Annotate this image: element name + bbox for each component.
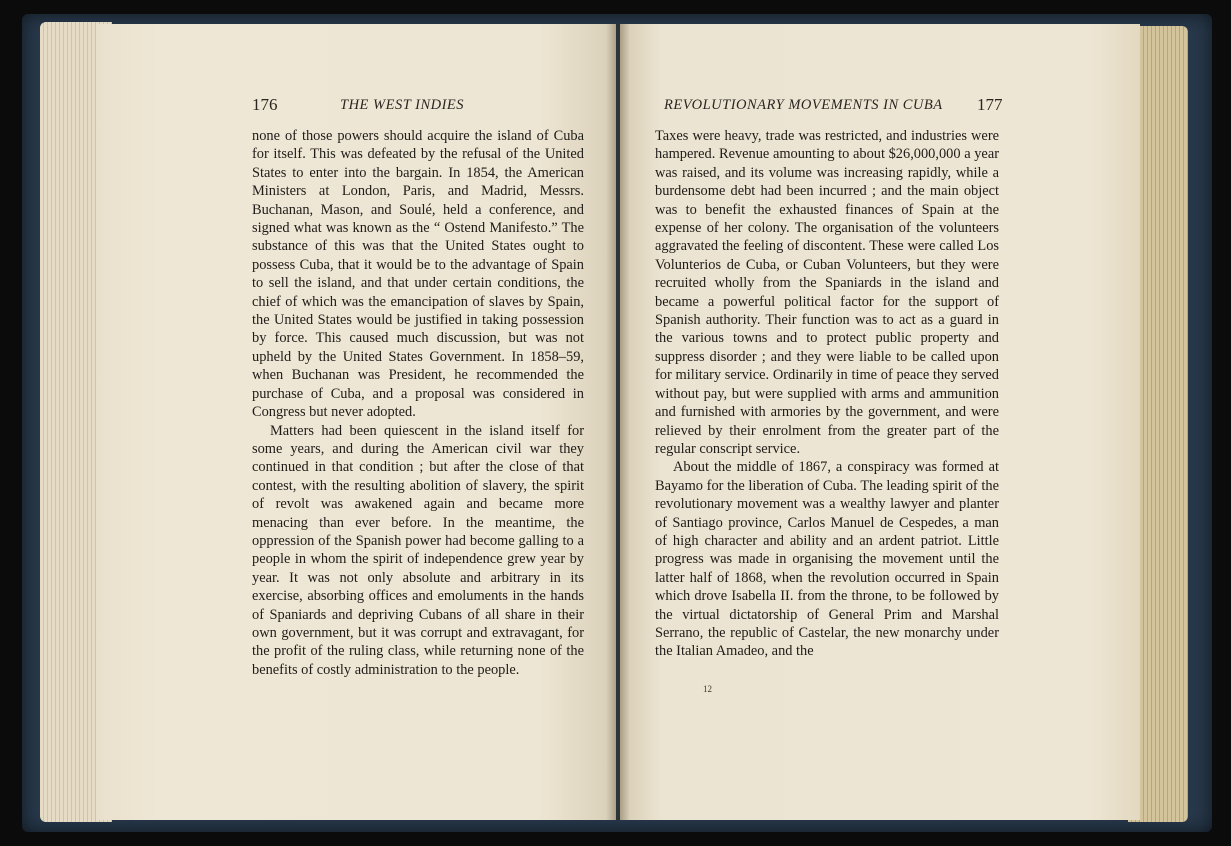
- right-running-head: REVOLUTIONARY MOVEMENTS IN CUBA: [664, 97, 943, 113]
- right-page-number: 177: [977, 95, 1003, 114]
- right-paragraph-2: About the middle of 1867, a conspiracy was formed at Bayamo for the liberation of Cuba. The leading spirit of the revolutionary movement was a wealthy lawyer and planter of Santiago province, Carlos Manuel de Cespedes, a man of high character and ability and an ardent patriot. Little progress was made in organising the movement until the latter half of 1868, when the revolution occurred in Spain which drove Isabella II. from the throne, to be followed by the virtual dictatorship of General Prim and Marshal Serrano, the republic of Castelar, the new monarchy under the Italian Amadeo, and the: [655, 459, 999, 660]
- book-gutter: [606, 24, 630, 820]
- left-paragraph-2: Matters had been quiescent in the island itself for some years, and during the American civil war they continued in that condition ; but after the close of that contest, with the resulting abolition of slavery, the spirit of revolt was awakened again and became more menacing than ever before. In the meantime, the oppression of the Spanish power had become galling to a people in whom the spirit of independence grew year by year. It was not only absolute and arbitrary in its exercise, absorbing offices and emoluments in the hands of Spaniards and depriving Cubans of all share in their own government, but it was corrupt and extravagant, for the profit of the ruling class, while returning none of the benefits of costly administration to the people.: [252, 422, 584, 678]
- left-paragraph-1: none of those powers should acquire the island of Cuba for itself. This was defeated by the refusal of the United States to enter into the bargain. In 1854, the American Ministers at London, Paris, and Madrid, Messrs. Buchanan, Mason, and Soulé, held a conference, and signed what was known as the “ Ostend Manifesto.” The substance of this was that the United States ought to possess Cuba, that it would be to the advantage of Spain to sell the island, and that under certain conditions, the chief of which was the emancipation of slaves by Spain, the United States would be justified in taking possession by force. This caused much discussion, but was not upheld by the United States Government. In 1858–59, when Buchanan was President, he recommended the purchase of Cuba, and a proposal was considered in Congress but never adopted.: [252, 128, 584, 421]
- right-page-text: [655, 127, 999, 661]
- left-page-number: 176: [252, 95, 278, 114]
- right-paragraph-1: Taxes were heavy, trade was restricted, and industries were hampered. Revenue amounting to about $26,000,000 a year was raised, and its volume was increasing rapidly, while a burdensome debt had been incurred ; and the main object was to benefit the exhausted finances of Spain at the expense of her colony. The organisation of the volunteers aggravated the feeling of discontent. These were called Los Volunterios de Cuba, or Cuban Volunteers, but they were recruited wholly from the Spaniards in the island and became a powerful political factor for the support of Spanish authority. Their function was to act as a guard in the various towns and to protect public property and suppress disorder ; and they were liable to be called upon for military service. Ordinarily in time of peace they served without pay, but were supplied with arms and ammunition and furnished with armories by the government, and were relieved by their enrolment from the greater part of the regular conscript service.: [655, 128, 999, 457]
- left-running-head: THE WEST INDIES: [340, 97, 465, 113]
- signature-mark: 12: [703, 684, 712, 694]
- left-page-text: [252, 127, 584, 679]
